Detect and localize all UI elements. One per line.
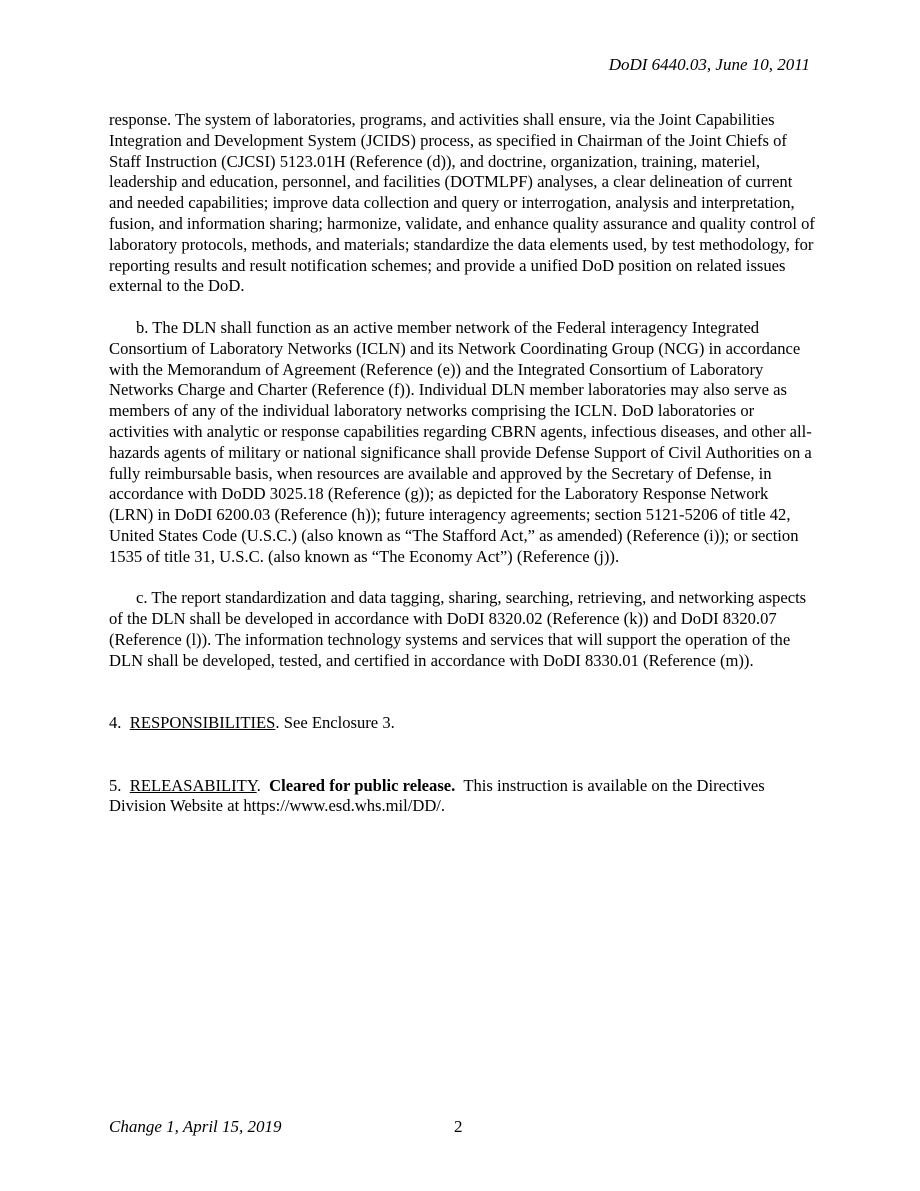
- footer-page-number: 2: [454, 1117, 463, 1136]
- document-header: DoDI 6440.03, June 10, 2011: [608, 55, 810, 74]
- section-4-text: . See Enclosure 3.: [275, 713, 395, 733]
- section-5-releasability: [109, 776, 815, 818]
- section-4-responsibilities: [109, 713, 815, 734]
- section-5-bold-statement: Cleared for public release.: [269, 775, 456, 795]
- paragraph-c: c. The report standardization and data tagging, sharing, searching, retrieving, and networking aspects of the DLN shall be developed in accordance with DoDI 8320.02 (Reference (k)) and DoDI 8320.07 (Reference (l)). The information technology systems and services that will support the operation of the DLN shall be developed, tested, and certified in accordance with DoDI 8330.01 (Reference (m)).: [109, 588, 807, 670]
- section-5-number: 5.: [109, 775, 122, 795]
- document-body: [109, 110, 815, 838]
- section-5-separator: .: [256, 775, 270, 795]
- footer-change-note: Change 1, April 15, 2019: [109, 1117, 282, 1136]
- section-5-heading: RELEASABILITY: [129, 775, 257, 795]
- section-5-text: This instruction is available on the Directives Division Website at https://www.esd.whs.mil/DD/.: [109, 775, 769, 816]
- section-4-heading: RESPONSIBILITIES: [129, 713, 276, 733]
- section-4-number: 4.: [109, 713, 122, 733]
- paragraph-a-continuation: response. The system of laboratories, programs, and activities shall ensure, via the Joint Capabilities Integration and Development System (JCIDS) process, as specified in Chairman of the Joint Chiefs of Staff Instruction (CJCSI) 5123.01H (Reference (d)), and doctrine, organization, training, materiel, leadership and education, personnel, and facilities (DOTMLPF) analyses, a clear delineation of current and needed capabilities; improve data collection and query or interrogation, analysis and interpretation, fusion, and information sharing; harmonize, validate, and enhance quality assurance and quality control of laboratory protocols, methods, and materials; standardize the data elements used, by test methodology, for reporting results and result notification schemes; and provide a unified DoD position on related issues external to the DoD.: [109, 110, 815, 296]
- paragraph-b: b. The DLN shall function as an active member network of the Federal interagency Integrated Consortium of Laboratory Networks (ICLN) and its Network Coordinating Group (NCG) in accordance with the Memorandum of Agreement (Reference (e)) and the Integrated Consortium of Laboratory Networks Charge and Charter (Reference (f)). Individual DLN member laboratories may also serve as members of any of the individual laboratory networks comprising the ICLN. DoD laboratories or activities with analytic or response capabilities regarding CBRN agents, infectious diseases, and other all-hazards agents of military or national significance shall provide Defense Support of Civil Authorities on a fully reimbursable basis, when resources are available and approved by the Secretary of Defense, in accordance with DoDD 3025.18 (Reference (g)); as depicted for the Laboratory Response Network (LRN) in DoDI 6200.03 (Reference (h)); future interagency agreements; section 5121-5206 of title 42, United States Code (U.S.C.) (also known as “The Stafford Act,” as amended) (Reference (i)); or section 1535 of title 31, U.S.C. (also known as “The Economy Act”) (Reference (j)).: [109, 317, 812, 566]
